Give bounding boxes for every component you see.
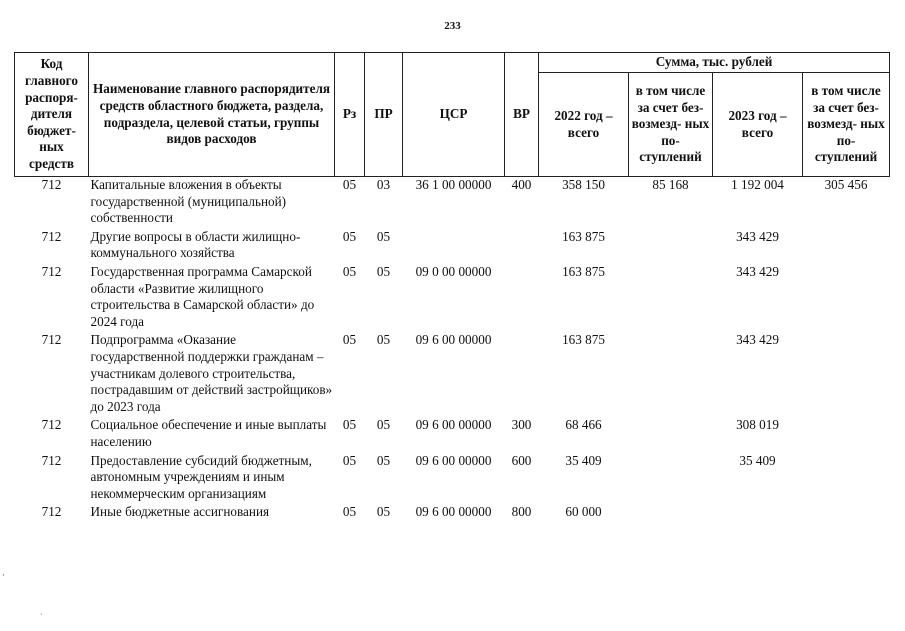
row-2023-free <box>803 504 890 523</box>
table-row <box>15 332 890 417</box>
row-vr <box>505 264 539 332</box>
row-2022-free <box>629 264 713 332</box>
header-2023-total: 2023 год – всего <box>713 73 803 177</box>
row-2022-free <box>629 229 713 264</box>
header-code: Код главного распоря- дителя бюджет- ных средств <box>15 53 89 177</box>
row-name: Предоставление субсидий бюджетным, автономным учреждениям и иным некоммерческим организациям <box>90 452 312 501</box>
row-name: Иные бюджетные ассигнования <box>90 504 270 520</box>
table-row <box>15 264 890 332</box>
row-rz: 05 <box>342 504 357 520</box>
row-2022-free <box>629 332 713 417</box>
row-vr: 300 <box>511 417 532 433</box>
row-2023-total: 343 429 <box>736 332 779 348</box>
row-2023-total: 35 409 <box>739 452 776 468</box>
scan-mark: · <box>40 610 43 619</box>
row-2023-free <box>803 417 890 452</box>
row-pr: 05 <box>376 504 391 520</box>
row-vr: 400 <box>511 177 532 192</box>
row-2023-total: 343 429 <box>736 263 779 279</box>
row-2023-total: 308 019 <box>736 417 779 433</box>
row-code: 712 <box>41 452 62 468</box>
header-vr: ВР <box>505 53 539 177</box>
header-2022-free: в том числе за счет без- возмезд- ных по- ступлений <box>629 73 713 177</box>
header-name: Наименование главного распорядителя средств областного бюджета, раздела, подраздела, целевой статьи, группы видов расходов <box>89 53 335 177</box>
row-2023-free: 305 456 <box>824 177 868 192</box>
row-2022-total: 68 466 <box>565 417 602 433</box>
table-body <box>15 177 890 523</box>
header-2023-free: в том числе за счет без- возмезд- ных по- ступлений <box>803 73 890 177</box>
row-csr: 09 6 00 00000 <box>415 417 492 433</box>
row-csr: 09 6 00 00000 <box>415 452 492 468</box>
margin-mark: · <box>2 570 5 580</box>
row-vr <box>505 229 539 264</box>
row-pr: 05 <box>376 332 391 348</box>
row-2023-total: 343 429 <box>736 228 779 244</box>
row-2022-free <box>629 453 713 505</box>
header-rz: Рз <box>335 53 365 177</box>
table-row <box>15 229 890 264</box>
row-pr: 05 <box>376 452 391 468</box>
row-pr: 05 <box>376 417 391 433</box>
row-code: 712 <box>41 504 62 520</box>
page-number: 233 <box>444 20 461 32</box>
row-code: 712 <box>41 228 62 244</box>
row-2023-free <box>803 332 890 417</box>
row-rz: 05 <box>342 228 357 244</box>
row-name: Социальное обеспечение и иные выплаты населению <box>90 417 327 449</box>
row-code: 712 <box>41 332 62 348</box>
row-2023-free <box>803 229 890 264</box>
row-2023-free <box>803 264 890 332</box>
table-row <box>15 417 890 452</box>
row-vr <box>505 332 539 417</box>
header-csr: ЦСР <box>403 53 505 177</box>
table-row <box>15 504 890 523</box>
table-row <box>15 453 890 505</box>
row-2022-total: 163 875 <box>562 228 605 244</box>
row-code: 712 <box>41 177 62 192</box>
row-code: 712 <box>41 417 62 433</box>
row-rz: 05 <box>342 263 357 279</box>
row-vr: 800 <box>511 504 532 520</box>
row-rz: 05 <box>342 332 357 348</box>
header-2022-total: 2022 год – всего <box>539 73 629 177</box>
row-csr: 09 6 00 00000 <box>415 332 492 348</box>
header-pr: ПР <box>365 53 403 177</box>
row-2022-total: 358 150 <box>562 177 605 192</box>
row-2022-total: 35 409 <box>565 452 602 468</box>
table-row <box>15 177 890 229</box>
row-2022-free: 85 168 <box>652 177 689 192</box>
row-2022-total: 163 875 <box>562 263 605 279</box>
row-pr: 05 <box>376 263 391 279</box>
row-name: Капитальные вложения в объекты государственной (муниципальной) собственности <box>90 177 287 226</box>
budget-table <box>14 52 890 523</box>
row-2022-total: 163 875 <box>562 332 605 348</box>
row-2022-free <box>629 417 713 452</box>
row-csr: 09 0 00 00000 <box>415 263 492 279</box>
row-csr: 09 6 00 00000 <box>415 504 492 520</box>
row-rz: 05 <box>342 177 357 192</box>
row-csr: 36 1 00 00000 <box>415 177 492 192</box>
row-name: Подпрограмма «Оказание государственной поддержки гражданам – участникам долевого строительства, пострадавшим от действий застройщиков» до 2023 года <box>90 332 333 414</box>
row-code: 712 <box>41 263 62 279</box>
row-2023-total: 1 192 004 <box>731 177 784 192</box>
table-header <box>15 53 890 177</box>
row-2023-total <box>713 504 803 523</box>
header-sum-group: Сумма, тыс. рублей <box>539 53 890 73</box>
row-pr: 05 <box>376 228 391 244</box>
row-name: Другие вопросы в области жилищно-коммунального хозяйства <box>90 228 301 261</box>
row-2022-total: 60 000 <box>565 504 602 520</box>
row-2022-free <box>629 504 713 523</box>
row-rz: 05 <box>342 417 357 433</box>
row-csr <box>403 229 505 264</box>
row-pr: 03 <box>376 177 391 192</box>
row-vr: 600 <box>511 452 532 468</box>
row-2023-free <box>803 453 890 505</box>
row-rz: 05 <box>342 452 357 468</box>
row-name: Государственная программа Самарской области «Развитие жилищного строительства в Самарской области» до 2024 года <box>90 263 315 329</box>
